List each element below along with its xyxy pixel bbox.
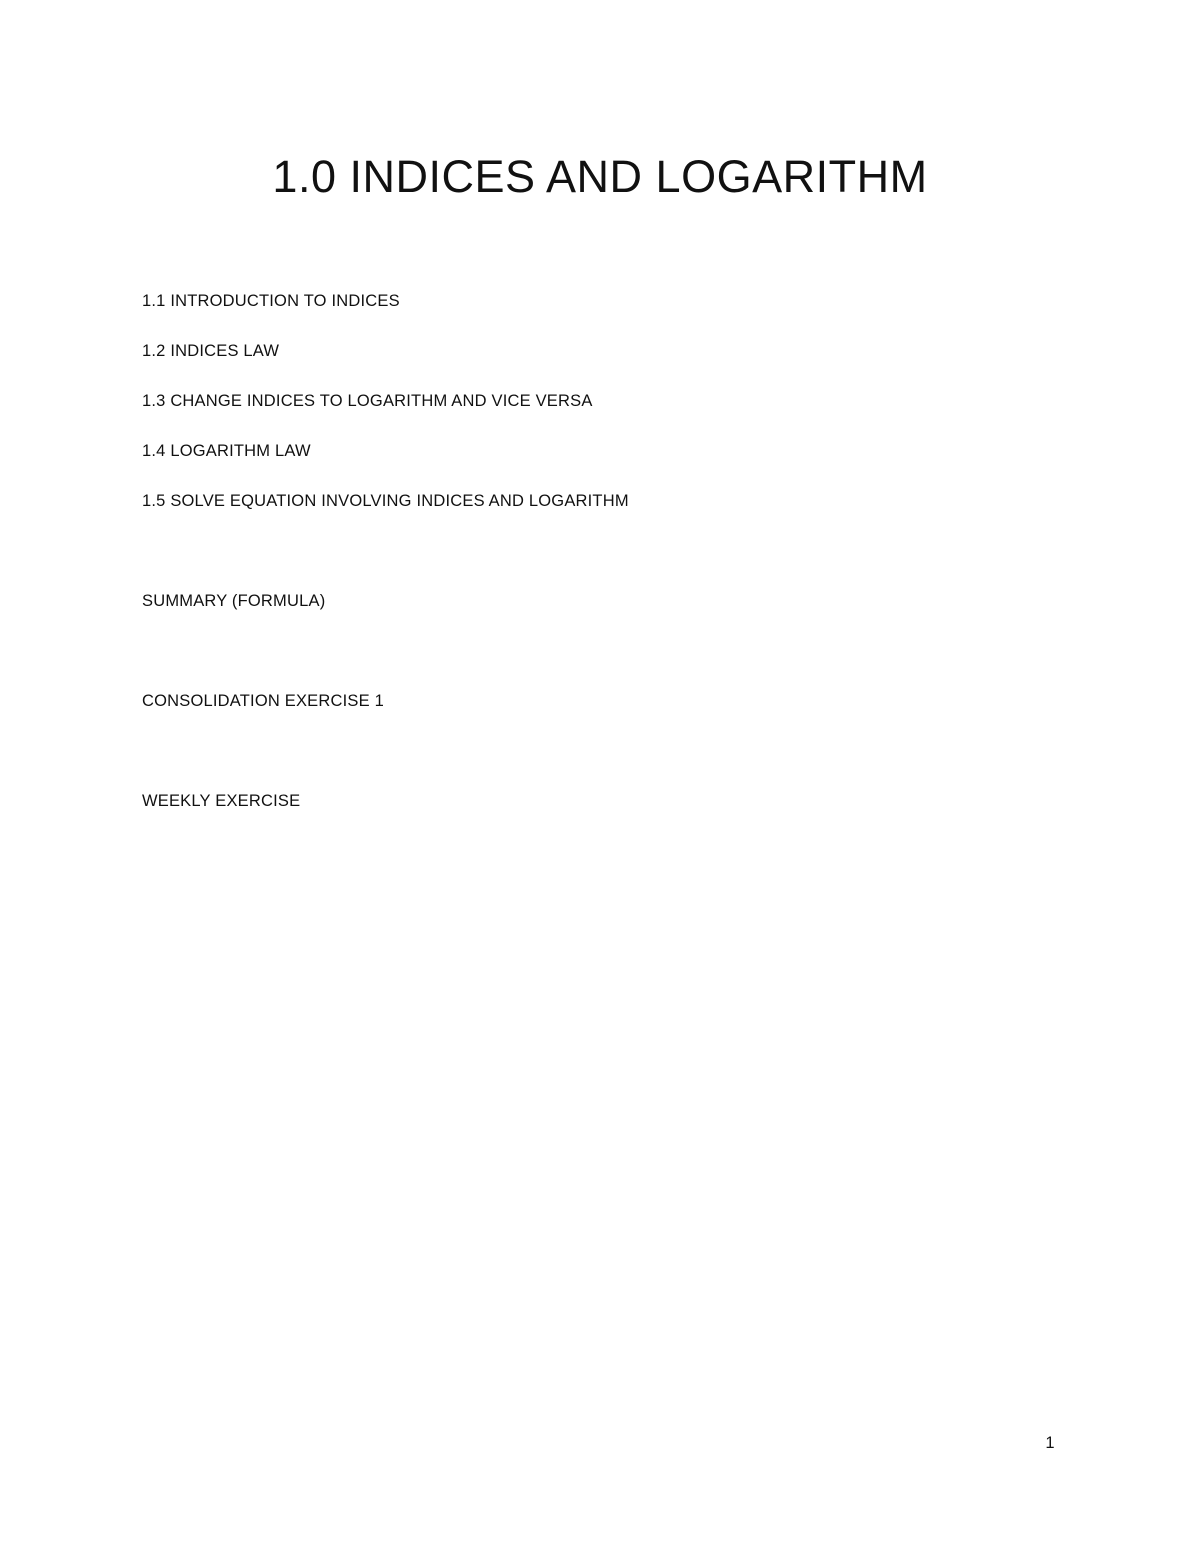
- section-summary-formula: SUMMARY (FORMULA): [142, 592, 326, 610]
- toc-item-introduction-to-indices: 1.1 INTRODUCTION TO INDICES: [142, 292, 400, 310]
- section-weekly-exercise: WEEKLY EXERCISE: [142, 792, 301, 810]
- toc-item-indices-law: 1.2 INDICES LAW: [142, 342, 280, 360]
- toc-item-logarithm-law: 1.4 LOGARITHM LAW: [142, 442, 311, 460]
- page-number: 1: [1045, 1434, 1055, 1452]
- toc-item-change-indices-to-logarithm: 1.3 CHANGE INDICES TO LOGARITHM AND VICE VERSA: [142, 392, 593, 410]
- section-consolidation-exercise: CONSOLIDATION EXERCISE 1: [142, 692, 384, 710]
- toc-item-solve-equation: 1.5 SOLVE EQUATION INVOLVING INDICES AND LOGARITHM: [142, 492, 629, 510]
- page-title: 1.0 INDICES AND LOGARITHM: [272, 151, 928, 202]
